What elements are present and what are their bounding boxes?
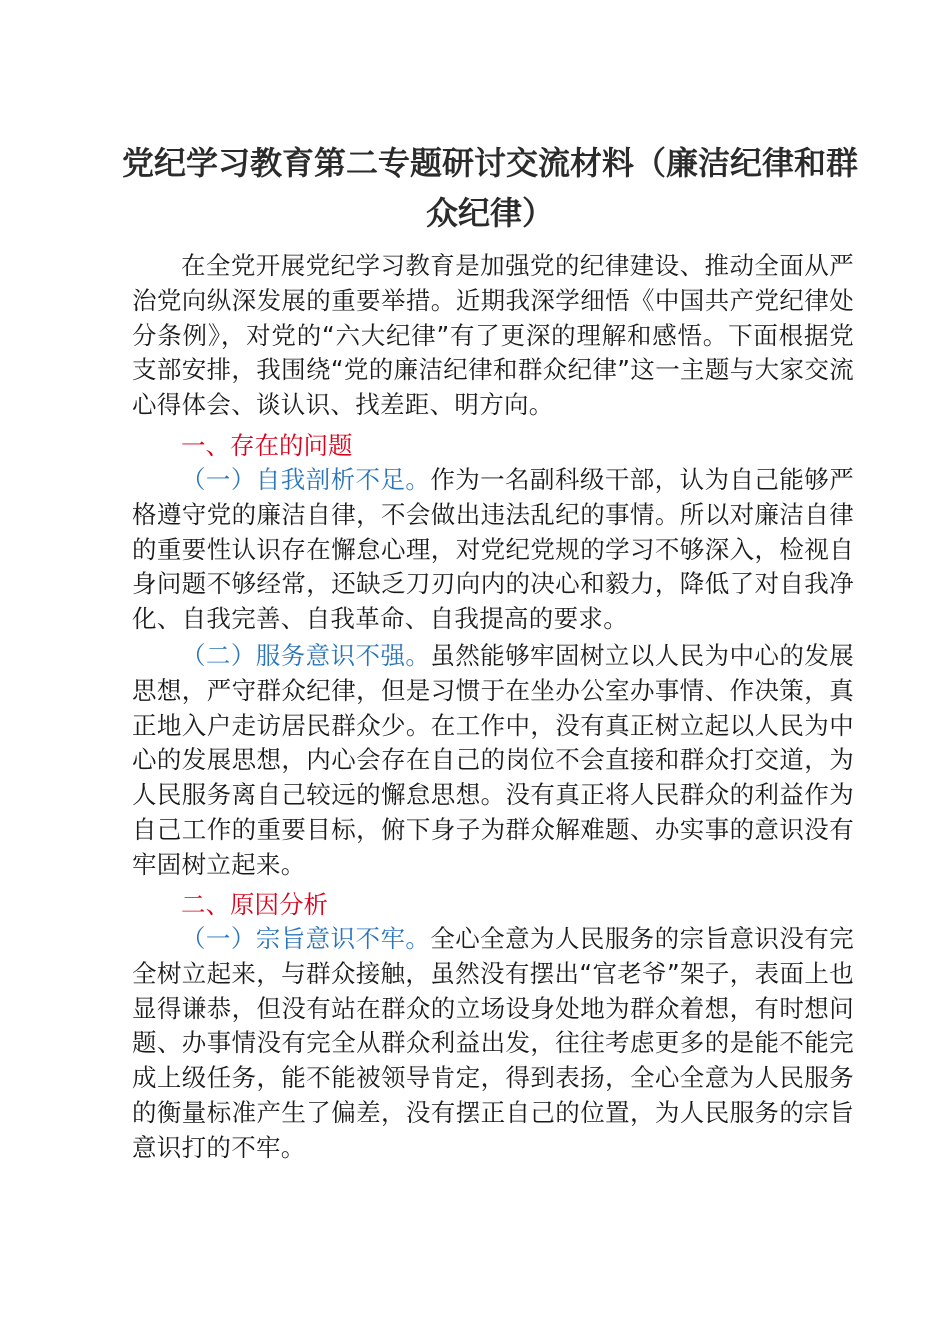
cause-paragraph-1 [132,922,854,1166]
problem-paragraph-2 [132,639,854,883]
subheading-label: （一）自我剖析不足。 [181,465,431,494]
document-title: 党纪学习教育第二专题研讨交流材料（廉洁纪律和群众纪律） [121,144,858,232]
paragraph-text: 虽然能够牢固树立以人民为中心的发展思想，严守群众纪律，但是习惯于在坐办公室办事情、作决策，真正地入户走访居民群众少。在工作中，没有真正树立起以人民为中心的发展思想，内心会存在自己的岗位不会直接和群众打交道，为人民服务离自己较远的懈怠思想。没有真正将人民群众的利益作为自己工作的重要目标，俯下身子为群众解难题、办实事的意识没有牢固树立起来。 [132,641,854,879]
subheading-label: （二）服务意识不强。 [181,641,431,670]
section-heading-causes: 二、原因分析 [181,890,328,919]
paragraph-text: 全心全意为人民服务的宗旨意识没有完全树立起来，与群众接触，虽然没有摆出“官老爷”架子，表面上也显得谦恭，但没有站在群众的立场设身处地为群众着想，有时想问题、办事情没有完全从群众利益出发，往往考虑更多的是能不能完成上级任务，能不能被领导肯定，得到表扬，全心全意为人民服务的衡量标准产生了偏差，没有摆正自己的位置，为人民服务的宗旨意识打的不牢。 [132,924,854,1162]
subheading-label: （一）宗旨意识不牢。 [181,924,431,953]
paragraph-text: 作为一名副科级干部，认为自己能够严格遵守党的廉洁自律，不会做出违法乱纪的事情。所以对廉洁自律的重要性认识存在懈怠心理，对党纪党规的学习不够深入，检视自身问题不够经常，还缺乏刀刃向内的决心和毅力，降低了对自我净化、自我完善、自我革命、自我提高的要求。 [132,465,854,634]
problem-paragraph-1 [132,463,854,637]
intro-paragraph: 在全党开展党纪学习教育是加强党的纪律建设、推动全面从严治党向纵深发展的重要举措。近期我深学细悟《中国共产党纪律处分条例》，对党的“六大纪律”有了更深的理解和感悟。下面根据党支部安排，我围绕“党的廉洁纪律和群众纪律”这一主题与大家交流心得体会、谈认识、找差距、明方向。 [132,251,854,420]
section-heading-problems: 一、存在的问题 [181,431,353,460]
